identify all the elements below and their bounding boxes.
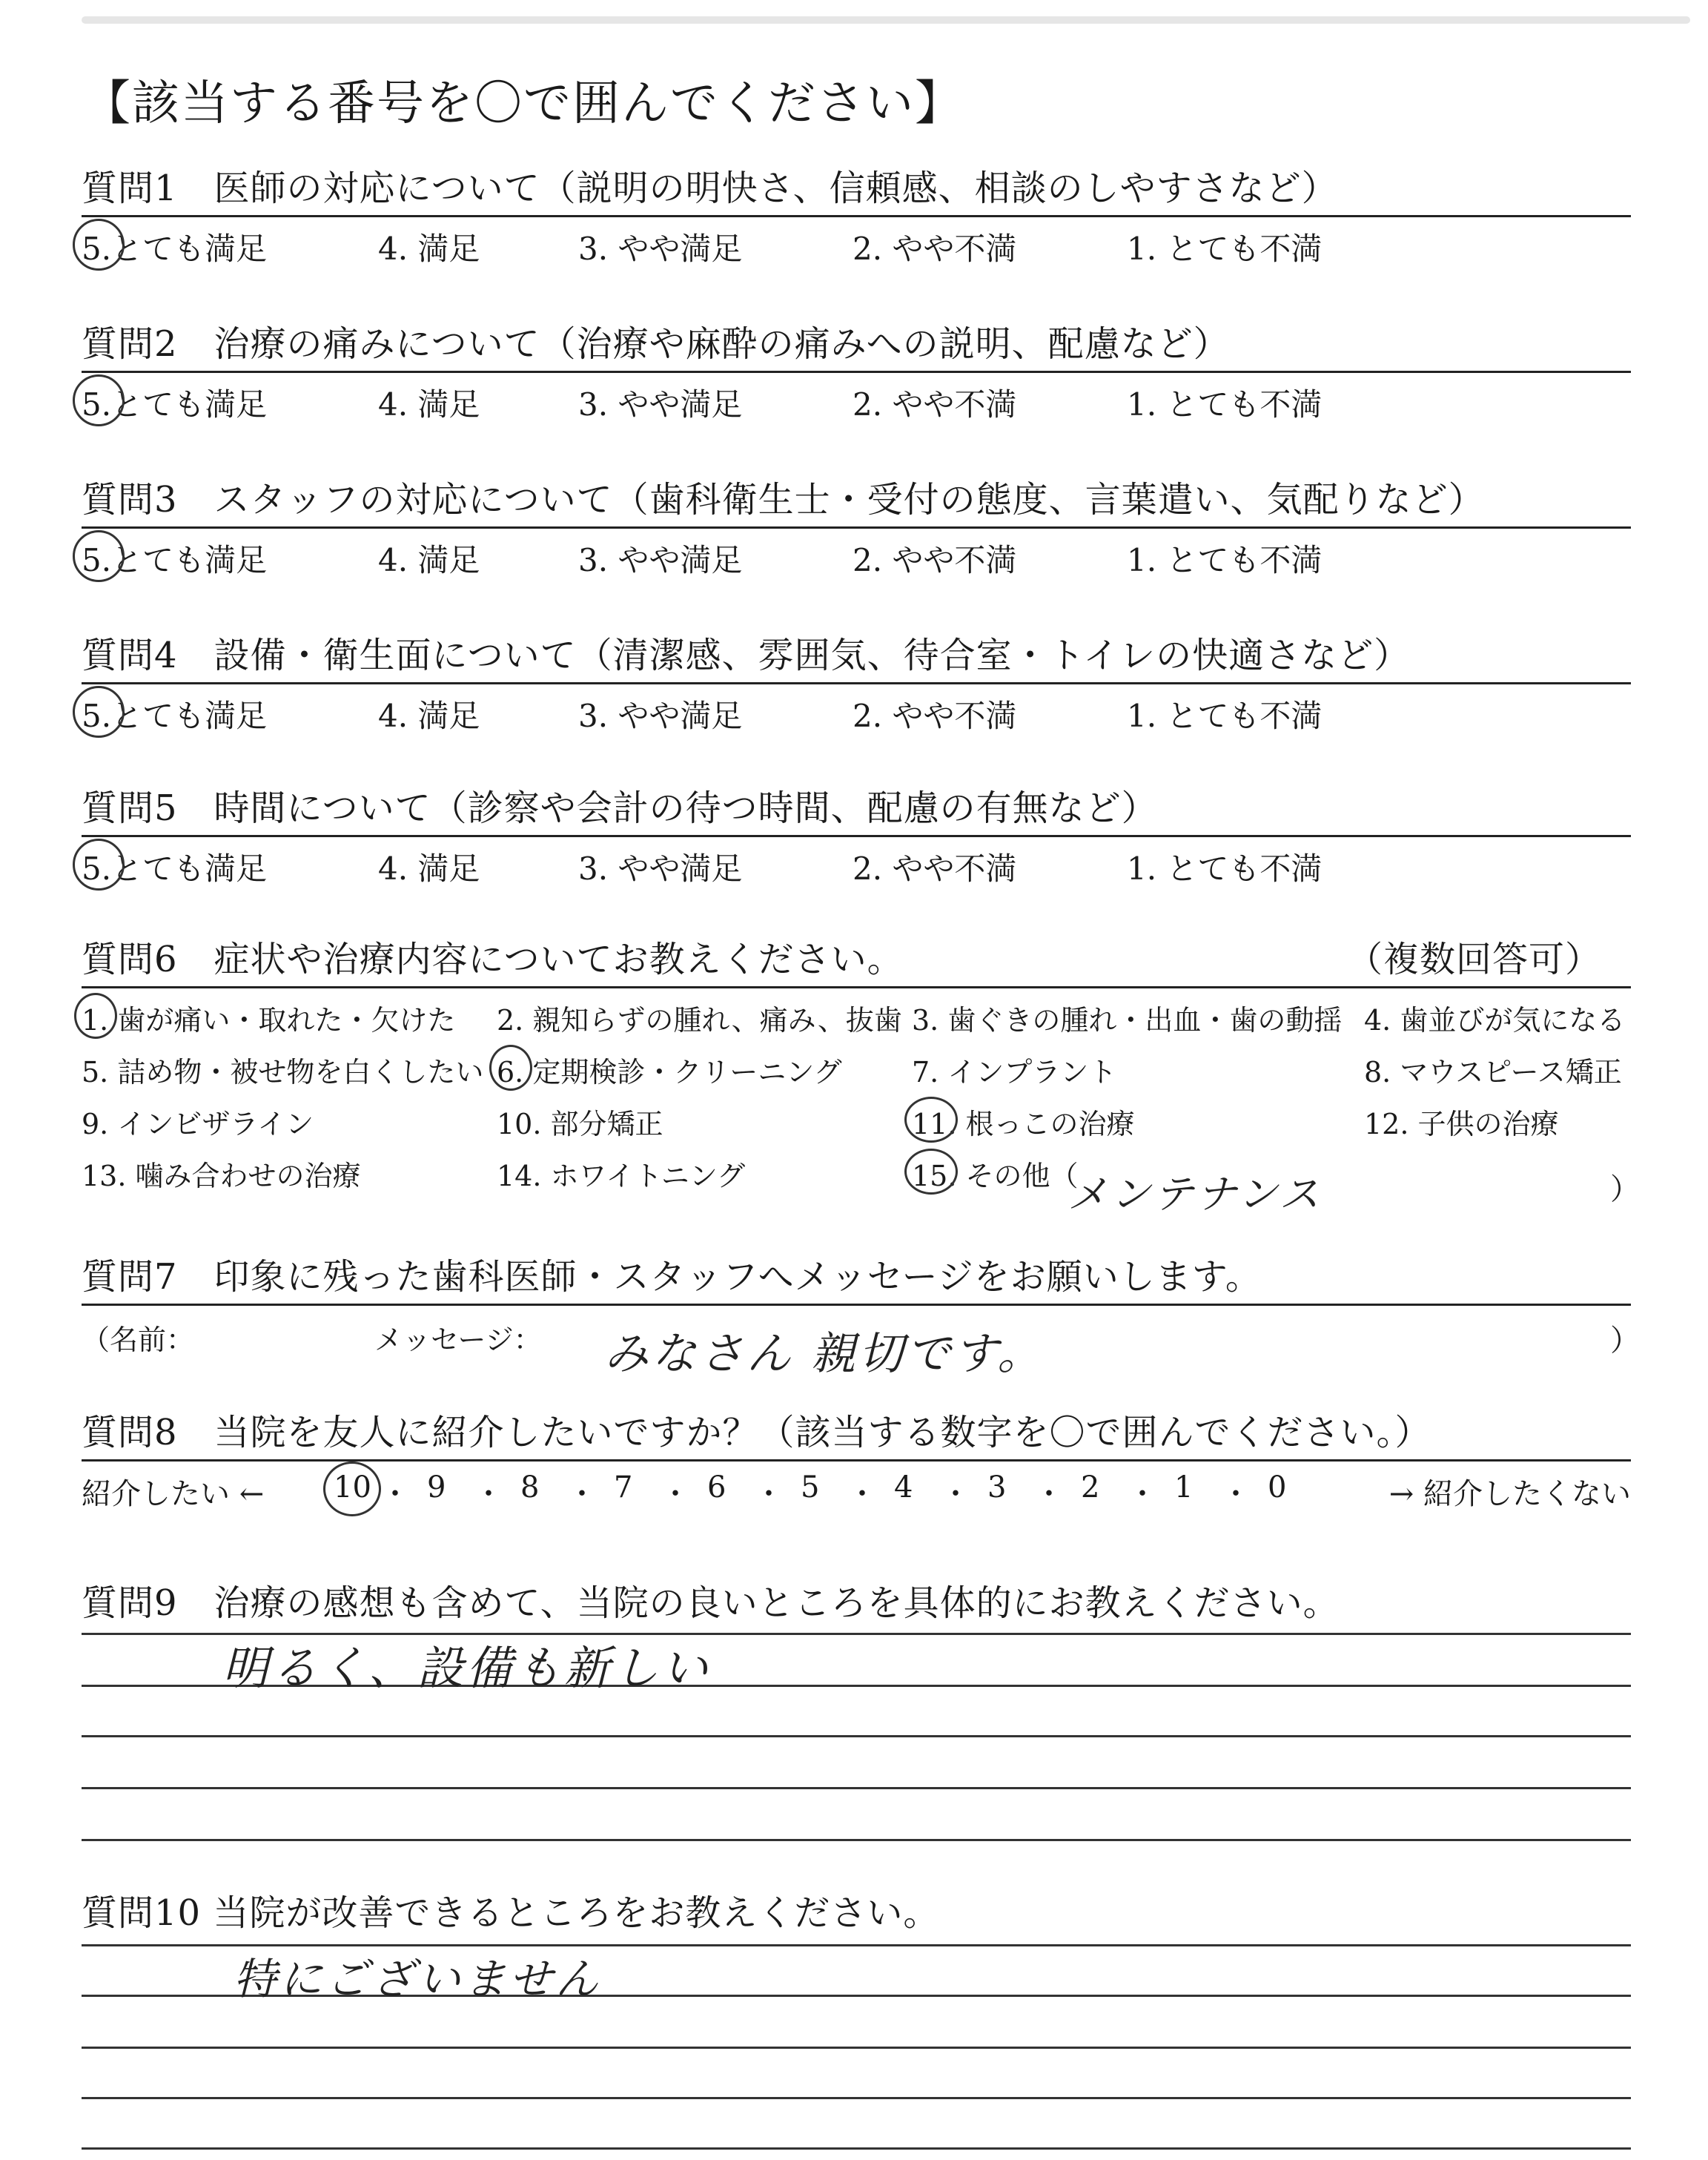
selected-circle	[323, 1462, 381, 1516]
other-handwritten-answer[interactable]: メンテナンス	[1068, 1171, 1323, 1218]
scale-separator: ・	[1128, 1477, 1157, 1511]
question-3	[82, 476, 1631, 581]
scale-number[interactable]: 5	[801, 1470, 820, 1505]
q10-handwritten-answer[interactable]: 特にございません	[234, 1954, 602, 2004]
q6-option[interactable]: 10. 部分矯正	[497, 1108, 663, 1140]
q6-option[interactable]: 12. 子供の治療	[1364, 1108, 1559, 1140]
selected-circle	[73, 839, 125, 891]
question-5	[82, 785, 1631, 889]
rating-option[interactable]: 5.とても満足	[82, 231, 268, 267]
q6-option[interactable]: 15. その他（	[912, 1160, 1079, 1192]
rating-option[interactable]: 4. 満足	[378, 386, 480, 423]
selected-circle	[74, 993, 117, 1039]
scale-separator: ・	[941, 1477, 970, 1511]
scale-number[interactable]: 0	[1268, 1470, 1287, 1505]
top-border	[82, 16, 1690, 24]
question-8-title: 質問8 当院を友人に紹介したいですか？（該当する数字を〇で囲んでください。）	[82, 1412, 1431, 1453]
answer-line	[82, 1787, 1631, 1789]
selected-circle	[904, 1097, 958, 1143]
message-handwritten[interactable]: みなさん 親切です。	[604, 1328, 1045, 1380]
selected-circle	[73, 530, 125, 582]
answer-line	[82, 2047, 1631, 2049]
scale-separator: ・	[567, 1477, 597, 1511]
rating-option[interactable]: 1. とても不満	[1127, 698, 1323, 734]
rating-option[interactable]: 3. やや満足	[578, 231, 743, 267]
scale-number[interactable]: 9	[427, 1470, 446, 1505]
scale-number[interactable]: 10	[334, 1470, 371, 1505]
name-label: （名前：	[82, 1324, 195, 1356]
scale-separator: ・	[474, 1477, 503, 1511]
q6-option[interactable]: 9. インビザライン	[82, 1108, 314, 1140]
q6-option[interactable]: 4. 歯並びが気になる	[1364, 1004, 1626, 1037]
q6-option[interactable]: 1. 歯が痛い・取れた・欠けた	[82, 1004, 456, 1037]
message-label: メッセージ：	[374, 1324, 542, 1356]
question-6-title: 質問6 症状や治療内容についてお教えください。	[82, 939, 904, 980]
question-3-title: 質問3 スタッフの対応について（歯科衛生士・受付の態度、言葉遣い、気配りなど）	[82, 479, 1485, 521]
answer-line	[82, 2147, 1631, 2150]
q9-handwritten-answer[interactable]: 明るく、設備も新しい	[222, 1641, 711, 1695]
question-6	[82, 936, 1631, 1211]
question-5-title: 質問5 時間について（診察や会計の待つ時間、配慮の有無など）	[82, 787, 1158, 829]
answer-line	[82, 2097, 1631, 2099]
scale-right-label: → 紹介したくない	[1388, 1477, 1631, 1511]
form-header: 【該当する番号を〇で囲んでください】	[83, 76, 964, 131]
selected-circle	[904, 1149, 958, 1195]
rating-option[interactable]: 2. やや不満	[853, 231, 1017, 267]
rating-options	[82, 529, 1631, 581]
question-7-rule	[82, 1304, 1631, 1306]
question-7-title: 質問7 印象に残った歯科医師・スタッフへメッセージをお願いします。	[82, 1256, 1262, 1298]
message-close-paren: ）	[1610, 1324, 1640, 1358]
q6-option[interactable]: 8. マウスピース矯正	[1364, 1056, 1622, 1089]
rating-option[interactable]: 2. やや不満	[853, 851, 1017, 887]
selected-circle	[73, 686, 125, 738]
scale-separator: ・	[847, 1477, 877, 1511]
scale-separator: ・	[661, 1477, 690, 1511]
rating-option[interactable]: 5.とても満足	[82, 386, 268, 423]
scale-separator: ・	[380, 1477, 410, 1511]
question-7	[82, 1253, 1631, 1306]
question-2	[82, 320, 1631, 425]
q6-option[interactable]: 11. 根っこの治療	[912, 1108, 1135, 1140]
rating-options	[82, 837, 1631, 889]
scale-number[interactable]: 1	[1174, 1470, 1194, 1505]
question-6-options	[82, 988, 1631, 1211]
rating-option[interactable]: 3. やや満足	[578, 542, 743, 578]
rating-option[interactable]: 4. 満足	[378, 542, 480, 578]
rating-option[interactable]: 3. やや満足	[578, 386, 743, 423]
rating-options	[82, 217, 1631, 269]
scale-separator: ・	[1034, 1477, 1064, 1511]
rating-option[interactable]: 4. 満足	[378, 851, 480, 887]
question-9	[82, 1579, 1631, 1627]
q6-option[interactable]: 6. 定期検診・クリーニング	[497, 1056, 842, 1089]
rating-option[interactable]: 5.とても満足	[82, 542, 268, 578]
q6-option[interactable]: 2. 親知らずの腫れ、痛み、抜歯	[497, 1004, 902, 1037]
referral-scale	[82, 1462, 1631, 1513]
scale-number[interactable]: 2	[1081, 1470, 1100, 1505]
scale-number[interactable]: 7	[614, 1470, 633, 1505]
scale-separator: ・	[754, 1477, 784, 1511]
question-1	[82, 165, 1631, 269]
rating-option[interactable]: 2. やや不満	[853, 698, 1017, 734]
rating-options	[82, 684, 1631, 736]
q6-option[interactable]: 14. ホワイトニング	[497, 1160, 746, 1192]
q6-option[interactable]: 7. インプラント	[912, 1056, 1117, 1089]
rating-option[interactable]: 1. とても不満	[1127, 851, 1323, 887]
selected-circle	[73, 219, 125, 271]
multiple-answers-note: （複数回答可）	[1346, 939, 1601, 980]
question-9-title: 質問9 治療の感想も含めて、当院の良いところを具体的にお教えください。	[82, 1582, 1340, 1624]
q6-option[interactable]: 13. 噛み合わせの治療	[82, 1160, 361, 1192]
rating-option[interactable]: 1. とても不満	[1127, 542, 1323, 578]
rating-option[interactable]: 3. やや満足	[578, 698, 743, 734]
question-1-title: 質問1 医師の対応について（説明の明快さ、信頼感、相談のしやすさなど）	[82, 168, 1338, 209]
question-2-title: 質問2 治療の痛みについて（治療や麻酔の痛みへの説明、配慮など）	[82, 323, 1230, 365]
scale-number[interactable]: 6	[707, 1470, 726, 1505]
rating-options	[82, 373, 1631, 425]
scale-separator: ・	[1221, 1477, 1251, 1511]
scale-number[interactable]: 4	[894, 1470, 913, 1505]
q6-option[interactable]: 5. 詰め物・被せ物を白くしたい	[82, 1056, 484, 1089]
scale-number[interactable]: 3	[987, 1470, 1007, 1505]
question-8	[82, 1409, 1631, 1513]
answer-line	[82, 1735, 1631, 1737]
rating-option[interactable]: 2. やや不満	[853, 542, 1017, 578]
selected-circle	[489, 1045, 532, 1091]
scale-left-label: 紹介したい ←	[82, 1477, 265, 1511]
rating-option[interactable]: 2. やや不満	[853, 386, 1017, 423]
question-4-title: 質問4 設備・衛生面について（清潔感、雰囲気、待合室・トイレの快適さなど）	[82, 635, 1411, 676]
answer-line	[82, 1839, 1631, 1841]
question-10-title: 質問10 当院が改善できるところをお教えください。	[82, 1892, 940, 1934]
question-4	[82, 632, 1631, 736]
other-close-paren: ）	[1610, 1172, 1640, 1206]
selected-circle	[73, 374, 125, 426]
q6-option[interactable]: 3. 歯ぐきの腫れ・出血・歯の動揺	[912, 1004, 1343, 1037]
rating-option[interactable]: 1. とても不満	[1127, 386, 1323, 423]
question-10	[82, 1889, 1631, 1937]
rating-option[interactable]: 1. とても不満	[1127, 231, 1323, 267]
rating-option[interactable]: 4. 満足	[378, 231, 480, 267]
rating-option[interactable]: 4. 満足	[378, 698, 480, 734]
rating-option[interactable]: 5.とても満足	[82, 851, 268, 887]
rating-option[interactable]: 5.とても満足	[82, 698, 268, 734]
scale-number[interactable]: 8	[520, 1470, 540, 1505]
rating-option[interactable]: 3. やや満足	[578, 851, 743, 887]
